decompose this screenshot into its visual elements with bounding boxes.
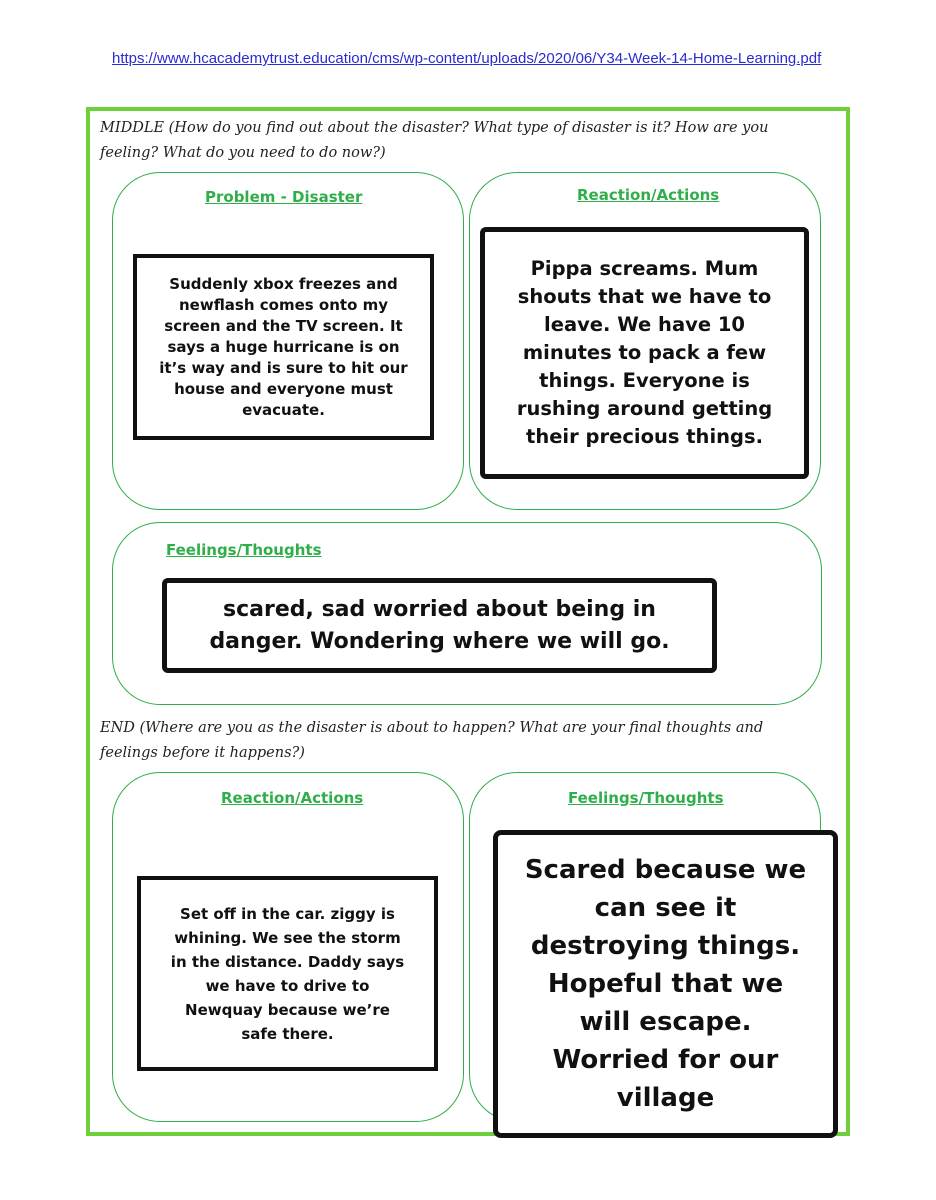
problem-disaster-card [133, 254, 434, 440]
problem-disaster-text: Suddenly xbox freezes and newflash comes onto my screen and the TV screen. It says a huge hurricane is on it’s way and is sure to hit our house and everyone must evacuate. [159, 274, 408, 419]
end-section-prompt: END (Where are you as the disaster is about to happen? What are your final thoughts and feelings before it happens?) [100, 720, 764, 761]
end-feelings-text: Scared because we can see it destroying things. Hopeful that we will escape. Worried for our village [524, 855, 807, 1113]
end-reaction-text: Set off in the car. ziggy is whining. We see the storm in the distance. Daddy says we have to drive to Newquay because we’re safe there. [170, 904, 405, 1043]
end-feelings-card [493, 830, 838, 1138]
middle-reaction-card [480, 227, 809, 479]
problem-disaster-heading: Problem - Disaster [205, 188, 363, 206]
source-url-link[interactable]: https://www.hcacademytrust.education/cms/wp-content/uploads/2020/06/Y34-Week-14-Home-Learning.pdf [112, 50, 822, 67]
end-reaction-heading: Reaction/Actions [221, 789, 364, 807]
end-feelings-heading: Feelings/Thoughts [568, 789, 724, 807]
middle-reaction-text: Pippa screams. Mum shouts that we have to leave. We have 10 minutes to pack a few things. Everyone is rushing around getting their precious things. [516, 257, 773, 448]
middle-feelings-text: scared, sad worried about being in danger. Wondering where we will go. [209, 596, 670, 654]
middle-feelings-card [162, 578, 717, 673]
middle-section-prompt: MIDDLE (How do you find out about the disaster? What type of disaster is it? How are you feeling? What do you need to do now?) [100, 120, 769, 161]
middle-feelings-heading: Feelings/Thoughts [166, 541, 322, 559]
end-reaction-card [137, 876, 438, 1071]
middle-reaction-heading: Reaction/Actions [577, 186, 720, 204]
